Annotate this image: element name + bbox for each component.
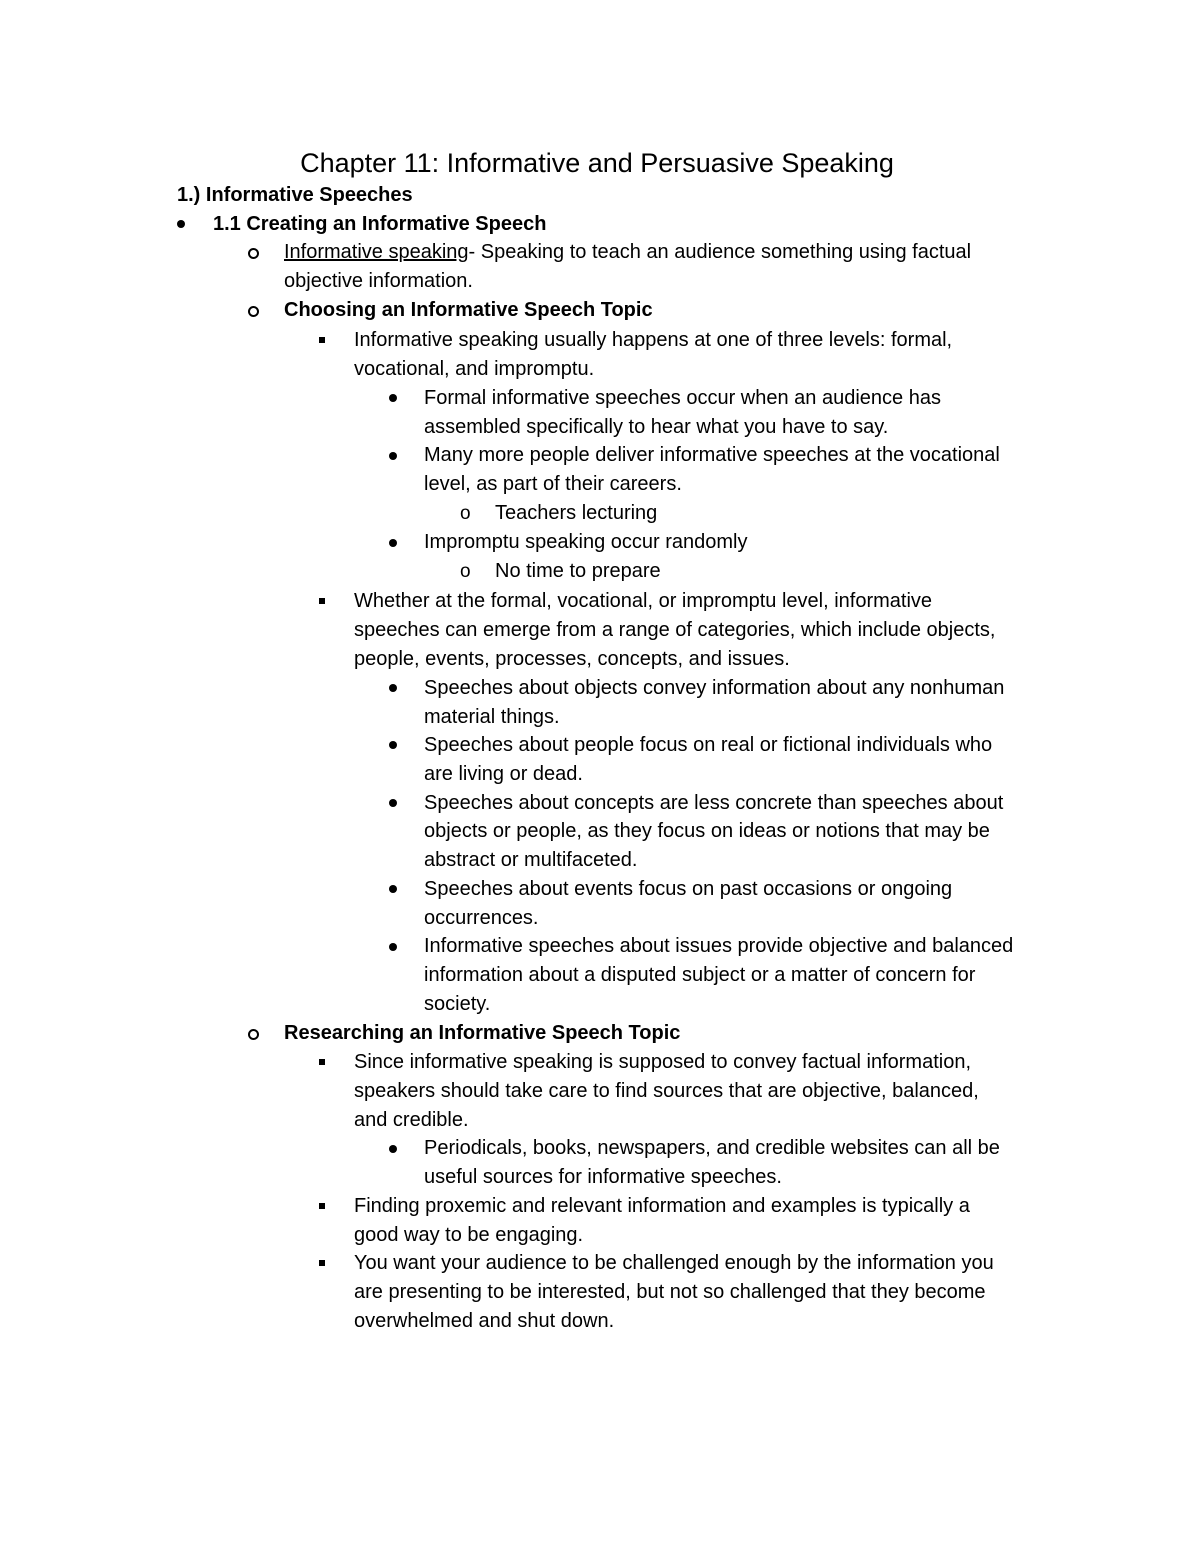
list-item: Speeches about people focus on real or fictional individuals who bbox=[424, 734, 993, 756]
list-item: Many more people deliver informative speeches at the vocational bbox=[424, 444, 1000, 466]
list-item: Teachers lecturing bbox=[495, 502, 658, 524]
definition-line bbox=[284, 238, 971, 267]
bullet-dot-icon bbox=[389, 394, 397, 402]
bullet-square-icon bbox=[319, 1203, 325, 1209]
list-item-cont: vocational, and impromptu. bbox=[354, 358, 595, 380]
list-item-cont: overwhelmed and shut down. bbox=[354, 1310, 615, 1332]
list-item: Speeches about events focus on past occasions or ongoing bbox=[424, 878, 953, 900]
list-item-cont: society. bbox=[424, 993, 491, 1015]
list-item-cont: speakers should take care to find sources that are objective, balanced, bbox=[354, 1080, 979, 1102]
list-item-cont: useful sources for informative speeches. bbox=[424, 1166, 782, 1188]
bullet-dot-icon bbox=[389, 1145, 397, 1153]
list-item-cont: are living or dead. bbox=[424, 763, 583, 785]
list-item: Informative speaking usually happens at one of three levels: formal, bbox=[354, 329, 953, 351]
list-item-cont: abstract or multifaceted. bbox=[424, 849, 638, 871]
bullet-dot-icon bbox=[389, 684, 397, 692]
page-title: Chapter 11: Informative and Persuasive Speaking bbox=[300, 148, 894, 178]
list-item-cont: objects or people, as they focus on ideas or notions that may be bbox=[424, 820, 990, 842]
bullet-square-icon bbox=[319, 598, 325, 604]
list-item-cont: assembled specifically to hear what you have to say. bbox=[424, 416, 889, 438]
list-item-cont: material things. bbox=[424, 706, 560, 728]
list-item-cont: people, events, processes, concepts, and issues. bbox=[354, 648, 790, 670]
section-heading: 1.) Informative Speeches bbox=[177, 184, 413, 206]
list-item: Periodicals, books, newspapers, and credible websites can all be bbox=[424, 1137, 1000, 1159]
list-item-cont: occurrences. bbox=[424, 907, 539, 929]
list-item: Informative speeches about issues provide objective and balanced bbox=[424, 935, 1014, 957]
choosing-heading: Choosing an Informative Speech Topic bbox=[284, 299, 653, 321]
researching-heading: Researching an Informative Speech Topic bbox=[284, 1022, 681, 1044]
bullet-square-icon bbox=[319, 337, 325, 343]
bullet-ring-icon bbox=[248, 306, 259, 317]
bullet-square-icon bbox=[319, 1059, 325, 1065]
list-item: Impromptu speaking occur randomly bbox=[424, 531, 748, 553]
list-item-cont: information about a disputed subject or a matter of concern for bbox=[424, 964, 976, 986]
list-item-cont: good way to be engaging. bbox=[354, 1224, 584, 1246]
definition-text: - Speaking to teach an audience something using factual bbox=[468, 241, 972, 263]
list-item-cont: level, as part of their careers. bbox=[424, 473, 682, 495]
definition-text-cont: objective information. bbox=[284, 270, 473, 292]
list-item: Speeches about concepts are less concrete than speeches about bbox=[424, 792, 1004, 814]
list-item: You want your audience to be challenged enough by the information you bbox=[354, 1252, 994, 1274]
bullet-ring-icon bbox=[248, 1029, 259, 1040]
list-item: Formal informative speeches occur when an audience has bbox=[424, 387, 941, 409]
list-item: Since informative speaking is supposed to convey factual information, bbox=[354, 1051, 972, 1073]
bullet-dot-icon bbox=[389, 452, 397, 460]
bullet-dot-icon bbox=[389, 799, 397, 807]
list-item: Speeches about objects convey information about any nonhuman bbox=[424, 677, 1005, 699]
subsection-heading: 1.1 Creating an Informative Speech bbox=[213, 213, 547, 235]
list-item: Finding proxemic and relevant information and examples is typically a bbox=[354, 1195, 970, 1217]
definition-term: Informative speaking bbox=[284, 241, 469, 263]
list-item: Whether at the formal, vocational, or impromptu level, informative bbox=[354, 590, 933, 612]
bullet-dot-icon bbox=[389, 943, 397, 951]
bullet-square-icon bbox=[319, 1260, 325, 1266]
list-item-cont: speeches can emerge from a range of categories, which include objects, bbox=[354, 619, 996, 641]
bullet-dot-icon bbox=[177, 220, 185, 228]
list-item: No time to prepare bbox=[495, 560, 661, 582]
list-item-cont: are presenting to be interested, but not so challenged that they become bbox=[354, 1281, 986, 1303]
bullet-ring-icon bbox=[248, 248, 259, 259]
bullet-dot-icon bbox=[389, 539, 397, 547]
list-item-cont: and credible. bbox=[354, 1109, 469, 1131]
bullet-dot-icon bbox=[389, 885, 397, 893]
bullet-circle-icon: o bbox=[460, 561, 471, 582]
bullet-circle-icon: o bbox=[460, 503, 471, 524]
bullet-dot-icon bbox=[389, 741, 397, 749]
